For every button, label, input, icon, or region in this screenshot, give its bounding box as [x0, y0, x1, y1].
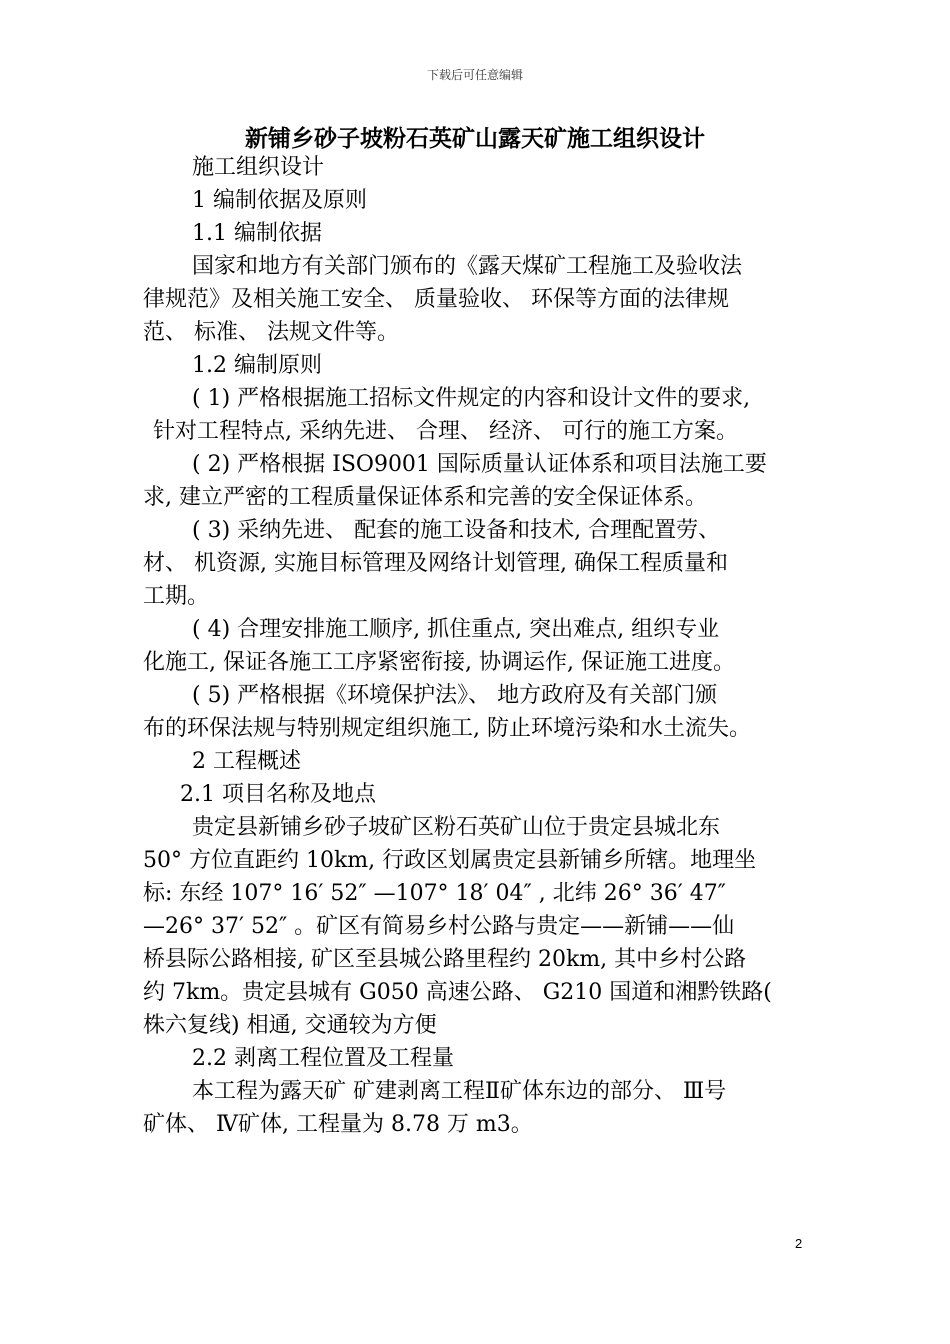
- paragraph-line: 国家和地方有关部门颁布的《露天煤矿工程施工及验收法: [192, 254, 743, 279]
- paragraph-line: 工期。: [143, 584, 210, 609]
- paragraph-line: 针对工程特点, 采纳先进、 合理、 经济、 可行的施工方案。: [153, 419, 738, 444]
- section-heading: 1 编制依据及原则: [192, 188, 367, 213]
- subsection-heading: 1.1 编制依据: [192, 221, 322, 246]
- subsection-heading: 2.2 剥离工程位置及工程量: [192, 1046, 454, 1071]
- section-heading: 2 工程概述: [192, 749, 301, 774]
- subsection-heading: 2.1 项目名称及地点: [180, 782, 376, 807]
- paragraph-line: 50° 方位直距约 10km, 行政区划属贵定县新铺乡所辖。地理坐: [143, 848, 757, 873]
- document-title: 新铺乡砂子坡粉石英矿山露天矿施工组织设计: [245, 126, 705, 152]
- page-header: 下载后可任意编辑: [426, 68, 523, 82]
- paragraph-line: 布的环保法规与特别规定组织施工, 防止环境污染和水土流失。: [143, 716, 751, 741]
- paragraph-line: ( 5) 严格根据《环境保护法》、 地方政府及有关部门颁: [192, 683, 718, 708]
- paragraph-line: —26° 37′ 52″ 。矿区有简易乡村公路与贵定——新铺——仙: [143, 914, 735, 939]
- paragraph-line: 化施工, 保证各施工工序紧密衔接, 协调运作, 保证施工进度。: [143, 650, 735, 675]
- subsection-heading: 1.2 编制原则: [192, 353, 322, 378]
- paragraph-line: ( 4) 合理安排施工顺序, 抓住重点, 突出难点, 组织专业: [192, 617, 720, 642]
- paragraph-line: ( 2) 严格根据 ISO9001 国际质量认证体系和项目法施工要: [192, 452, 767, 477]
- paragraph-line: 材、 机资源, 实施目标管理及网络计划管理, 确保工程质量和: [143, 551, 728, 576]
- page-number: 2: [795, 1236, 803, 1251]
- paragraph-line: 本工程为露天矿 矿建剥离工程Ⅱ矿体东边的部分、 Ⅲ号: [192, 1079, 727, 1104]
- paragraph-line: 标: 东经 107° 16′ 52″ —107° 18′ 04″ , 北纬 26° 36′ 47″: [143, 881, 726, 906]
- paragraph-line: 约 7km。贵定县城有 G050 高速公路、 G210 国道和湘黔铁路(: [143, 980, 772, 1005]
- paragraph-line: 株六复线) 相通, 交通较为方便: [143, 1013, 437, 1038]
- paragraph-line: 律规范》及相关施工安全、 质量验收、 环保等方面的法律规: [143, 287, 729, 312]
- section-heading: 施工组织设计: [192, 155, 325, 180]
- paragraph-line: ( 1) 严格根据施工招标文件规定的内容和设计文件的要求,: [192, 386, 751, 411]
- paragraph-line: 求, 建立严密的工程质量保证体系和完善的安全保证体系。: [143, 485, 707, 510]
- paragraph-line: 范、 标准、 法规文件等。: [143, 320, 399, 345]
- paragraph-line: ( 3) 采纳先进、 配套的施工设备和技术, 合理配置劳、: [192, 518, 721, 543]
- paragraph-line: 矿体、 Ⅳ矿体, 工程量为 8.78 万 m3。: [143, 1112, 533, 1137]
- paragraph-line: 桥县际公路相接, 矿区至县城公路里程约 20km, 其中乡村公路: [143, 947, 747, 972]
- paragraph-line: 贵定县新铺乡砂子坡矿区粉石英矿山位于贵定县城北东: [192, 815, 721, 840]
